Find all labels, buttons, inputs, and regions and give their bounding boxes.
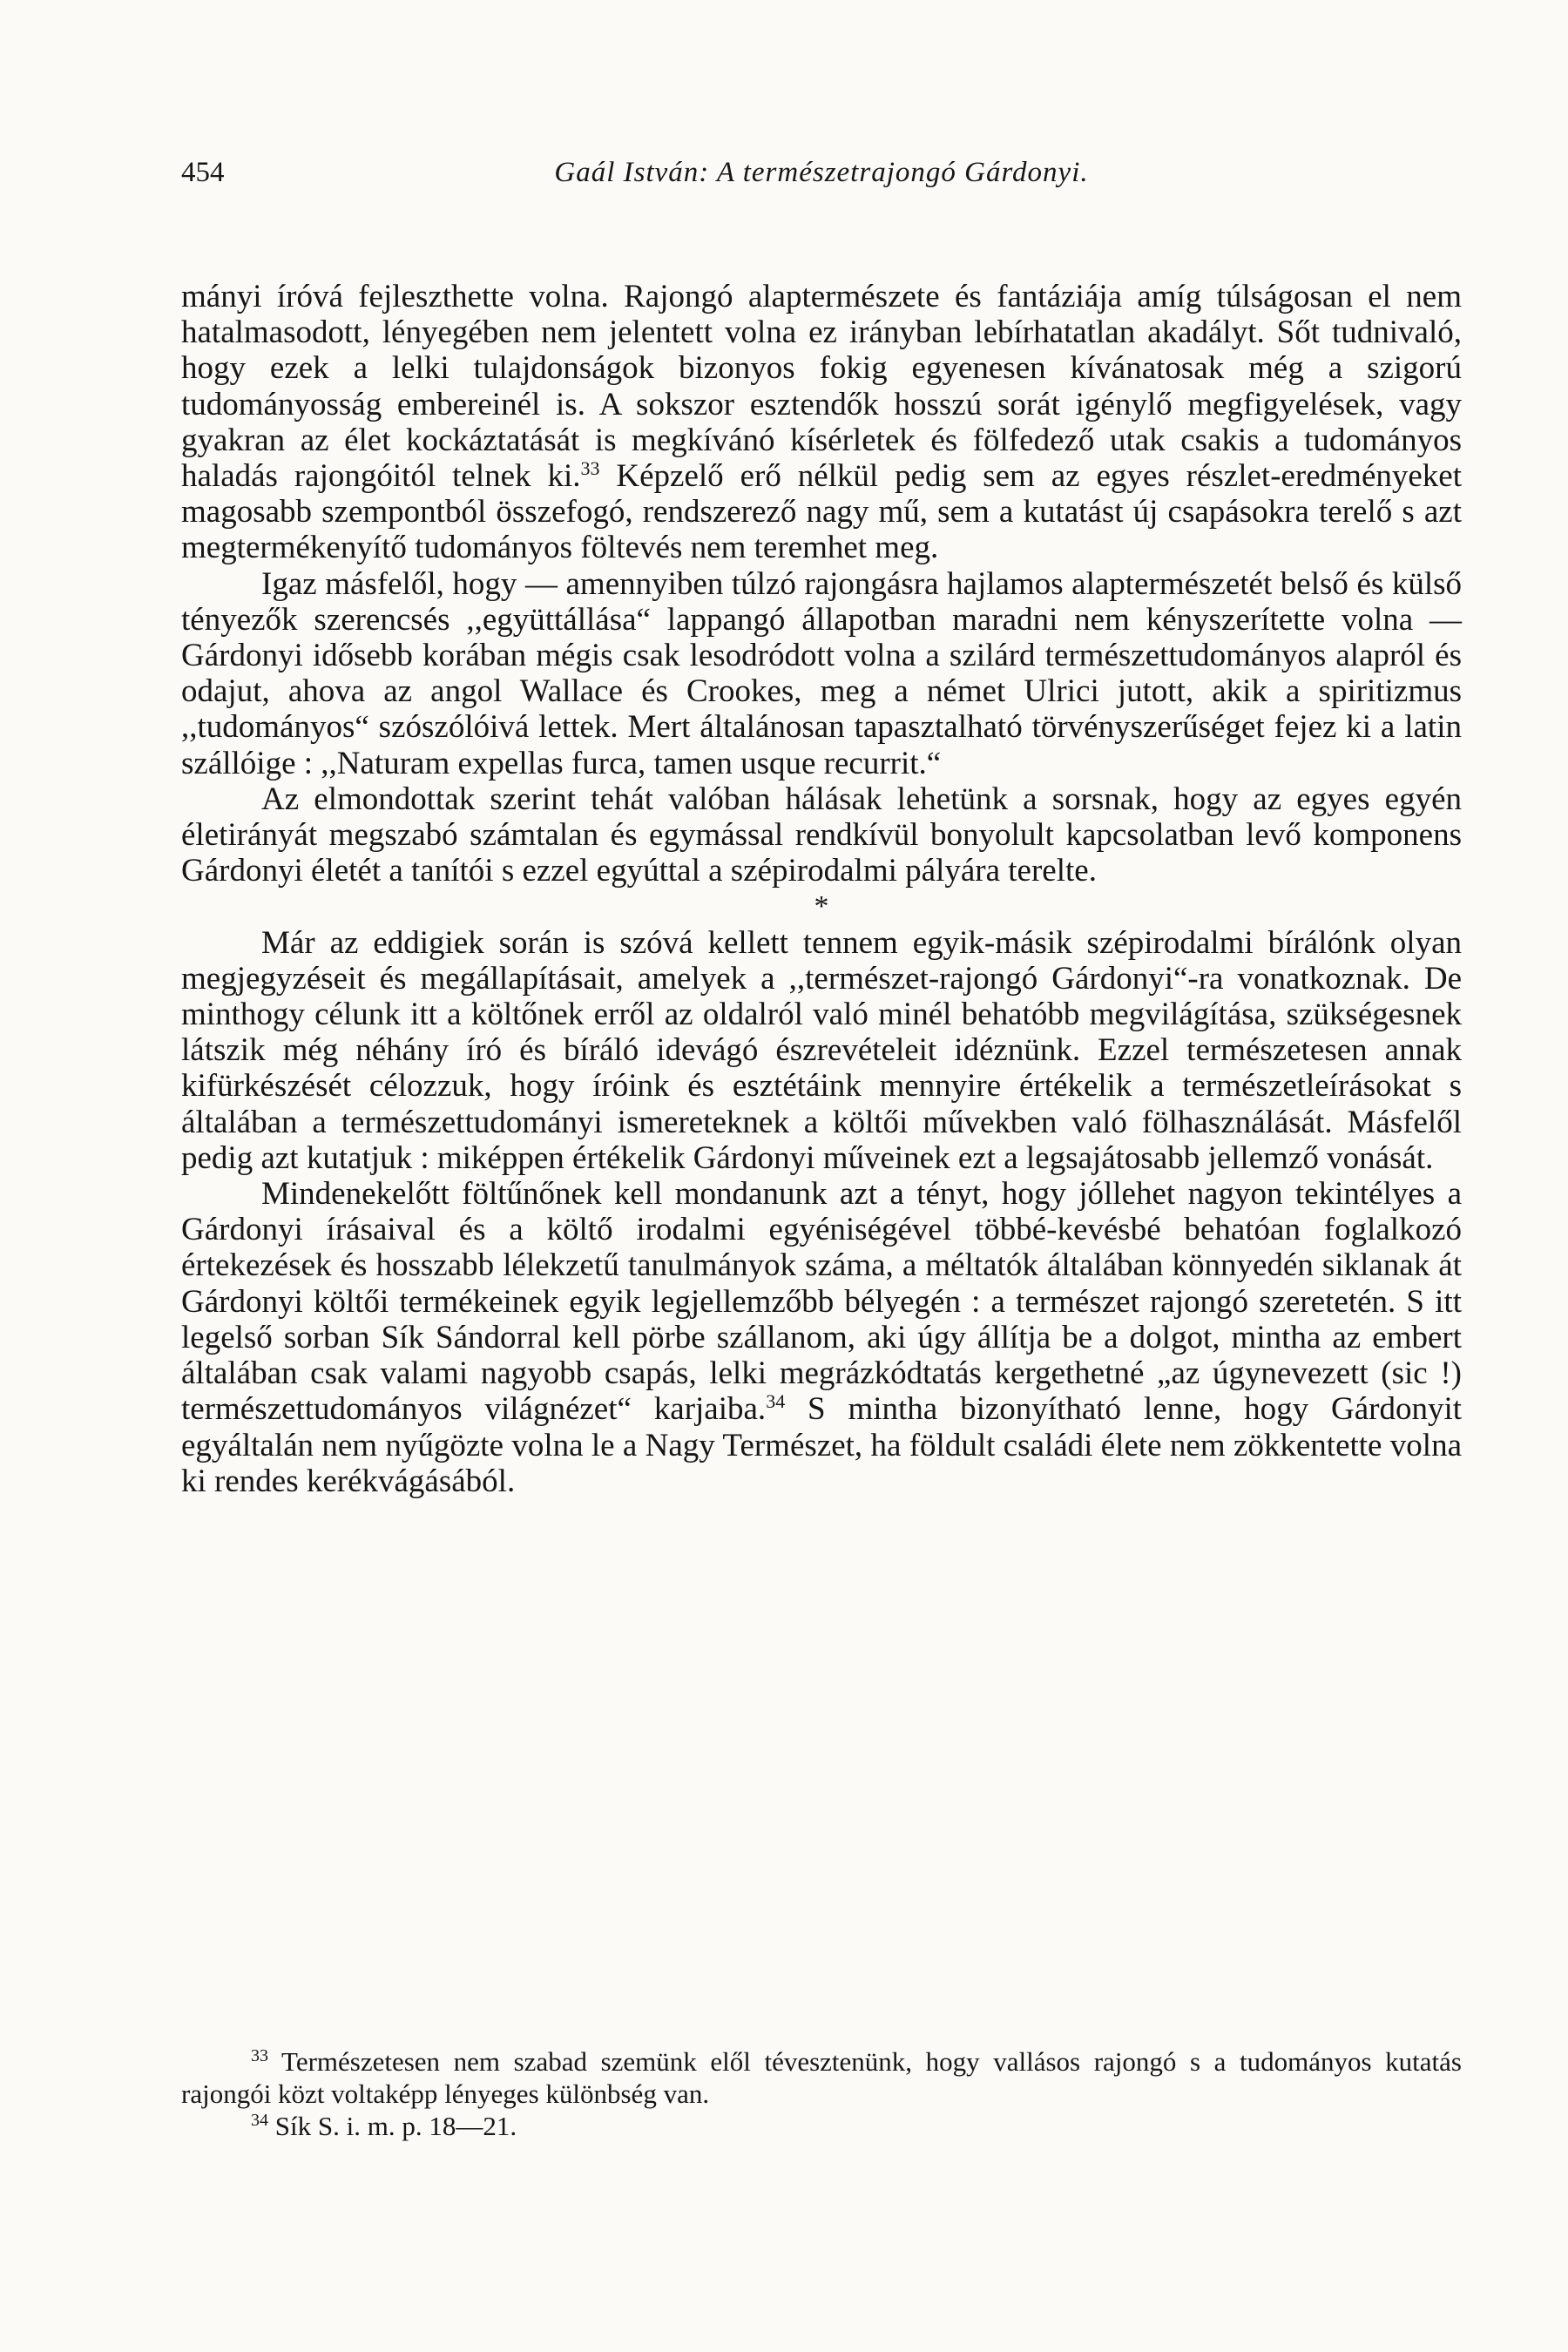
section-asterism: * — [814, 890, 829, 923]
paragraph-1 — [181, 279, 1462, 566]
paragraph-5-text-b: S mintha bizonyítható lenne, hogy Gárdonyit egyáltalán nem nyűgözte volna le a Nagy Természet, ha földult családi élete nem zökkentette volna ki rendes kerékvágásából. — [181, 1391, 1462, 1499]
paragraph-3: Az elmondottak szerint tehát valóban hálásak lehetünk a sorsnak, hogy az egyes egyén életirányát megszabó számtalan és egymással rendkívül bonyolult kapcsolatban levő komponens Gárdonyi életét a tanítói s ezzel egyúttal a szépirodalmi pályára terelte. — [181, 781, 1462, 889]
footnote-ref-33[interactable]: 33 — [580, 457, 600, 480]
footnote-33-text: Természetesen nem szabad szemünk elől tévesztenünk, hogy vallásos rajongó s a tudományos kutatás rajongói közt voltaképp lényeges különbség van. — [181, 2046, 1462, 2109]
footnote-34-number: 34 — [251, 2111, 268, 2130]
paragraph-1-text-b: Képzelő erő nélkül pedig sem az egyes részlet-eredményeket magosabb szempontból összefogó, rendszerező nagy mű, sem a kutatást új csapásokra terelő s azt megtermékenyítő tudományos föltevés nem teremhet meg. — [181, 458, 1463, 566]
page-number: 454 — [181, 157, 225, 188]
running-head — [181, 152, 1462, 193]
paragraph-1-text-a: mányi íróvá fejleszthette volna. Rajongó alaptermészete és fantáziája amíg túlságosan el nem hatalmasodott, lényegében nem jelentett volna ez irányban lebírhatatlan akadályt. Sőt tudnivaló, hogy ezek a lelki tulajdonságok bizonyos fokig egyenesen kívánatosak még a szigorú tudományosság embereinél is. A sokszor esztendők hosszú sorát igénylő megfigyelések, vagy gyakran az élet kockáztatását is megkívánó kísérletek és fölfedező utak csakis a tudományos haladás rajongóitól telnek ki. — [181, 279, 1462, 495]
paragraph-4: Már az eddigiek során is szóvá kellett tennem egyik-másik szépirodalmi bírálónk olyan megjegyzéseit és megállapításait, amelyek a ,,természet-rajongó Gárdonyi“-ra vonatkoznak. De minthogy célunk itt a költőnek erről az oldalról való minél behatóbb megvilágítása, szükségesnek látszik még néhány író és bíráló idevágó észrevételeit idéznünk. Ezzel természetesen annak kifürkészését célozzuk, hogy íróink és esztétáink mennyire értékelik a természetleírásokat s általában a természettudományi ismereteknek a költői művekben való fölhasználását. Másfelől pedig azt kutatjuk : miképpen értékelik Gárdonyi műveinek ezt a legsajátosabb jellemző vonását. — [181, 924, 1462, 1176]
paragraph-5 — [181, 1176, 1462, 1499]
footnote-33 — [181, 2045, 1462, 2110]
paragraph-2: Igaz másfelől, hogy — amennyiben túlzó rajongásra hajlamos alaptermészetét belső és külső tényezők szerencsés ,,együttállása“ lappangó állapotban maradni nem kényszerítette volna — Gárdonyi idősebb korában mégis csak lesodródott volna a szilárd természettudományos alapról és odajut, ahova az angol Wallace és Crookes, meg a német Ulrici jutott, akik a spiritizmus ,,tudományos“ szószólóivá lettek. Mert általánosan tapasztalható törvényszerűséget fejez ki a latin szállóige : ,,Naturam expellas furca, tamen usque recurrit.“ — [181, 565, 1462, 781]
footnotes — [181, 2045, 1462, 2142]
paragraph-5-text-a: Mindenekelőtt föltűnőnek kell mondanunk azt a tényt, hogy jóllehet nagyon tekintélyes a Gárdonyi írásaival és a költő irodalmi egyéniségével többé-kevésbé behatóan foglalkozó értekezések és hosszabb lélekzetű tanulmányok száma, a méltatók általában könnyedén siklanak át Gárdonyi költői termékeinek egyik legjellemzőbb bélyegén : a természet rajongó szeretetén. S itt legelső sorban Sík Sándorral kell pörbe szállanom, aki úgy állítja be a dolgot, mintha az embert általában csak valami nagyobb csapás, lelki megrázkódtatás kergethetné „az úgynevezett (sic !) természettudományos világnézet“ karjaiba. — [181, 1176, 1462, 1428]
footnote-33-number: 33 — [251, 2046, 268, 2065]
footnote-34-text: Sík S. i. m. p. 18—21. — [268, 2111, 517, 2141]
footnote-34 — [181, 2110, 1462, 2142]
running-title: Gaál István: A természetrajongó Gárdonyi. — [554, 157, 1089, 188]
footnote-ref-34[interactable]: 34 — [766, 1390, 786, 1413]
body-text — [181, 279, 1462, 1499]
